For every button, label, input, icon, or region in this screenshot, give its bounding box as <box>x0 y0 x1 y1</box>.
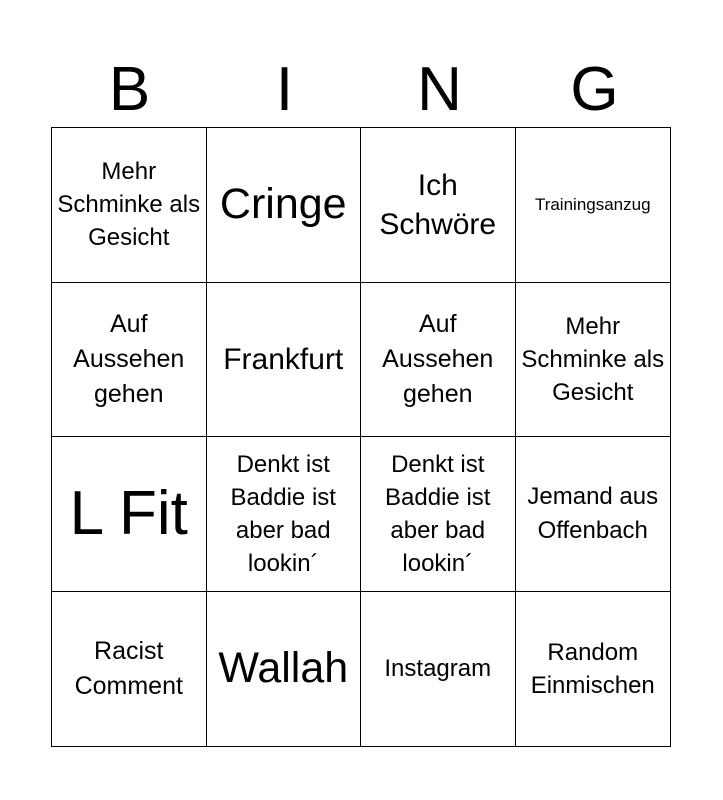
cell-text: Cringe <box>219 179 347 228</box>
header-letter-b: B <box>108 55 151 124</box>
cell-text: Auf Aussehen gehen <box>73 309 185 408</box>
bingo-cell[interactable] <box>207 437 362 592</box>
bingo-cell[interactable] <box>207 128 362 283</box>
bingo-header <box>52 52 672 128</box>
bingo-cell[interactable] <box>516 592 671 747</box>
header-letter-i: I <box>275 55 294 124</box>
cell-text: Instagram <box>384 655 492 683</box>
bingo-cell[interactable] <box>207 283 362 438</box>
cell-text: Auf Aussehen gehen <box>382 309 494 408</box>
cell-text: Mehr Schminke als Gesicht <box>57 158 201 252</box>
bingo-cell[interactable] <box>52 437 207 592</box>
bingo-cell[interactable] <box>516 283 671 438</box>
bingo-cell[interactable] <box>361 437 516 592</box>
bingo-cell[interactable] <box>361 283 516 438</box>
bingo-cell[interactable] <box>361 592 516 747</box>
bingo-board <box>51 127 671 747</box>
cell-text: Jemand aus Offenbach <box>527 482 659 544</box>
bingo-cell[interactable] <box>52 283 207 438</box>
bingo-cell[interactable] <box>52 128 207 283</box>
cell-text: Mehr Schminke als Gesicht <box>521 312 665 406</box>
cell-text: L Fit <box>69 478 188 548</box>
cell-text: Denkt ist Baddie ist aber bad lookin´ <box>385 450 491 577</box>
header-letter-n: N <box>417 55 462 124</box>
cell-text: Frankfurt <box>223 342 344 376</box>
header-letter-g: G <box>570 55 619 124</box>
cell-text: Random Einmischen <box>530 638 655 699</box>
cell-text: Wallah <box>218 643 349 692</box>
cell-text: Racist Comment <box>74 636 183 700</box>
cell-text: Trainingsanzug <box>534 194 651 214</box>
bingo-cell[interactable] <box>52 592 207 747</box>
cell-text: Ich Schwöre <box>379 168 497 241</box>
cell-text: Denkt ist Baddie ist aber bad lookin´ <box>230 450 336 577</box>
bingo-cell[interactable] <box>516 437 671 592</box>
bingo-cell[interactable] <box>361 128 516 283</box>
bingo-cell[interactable] <box>207 592 362 747</box>
bingo-cell[interactable] <box>516 128 671 283</box>
